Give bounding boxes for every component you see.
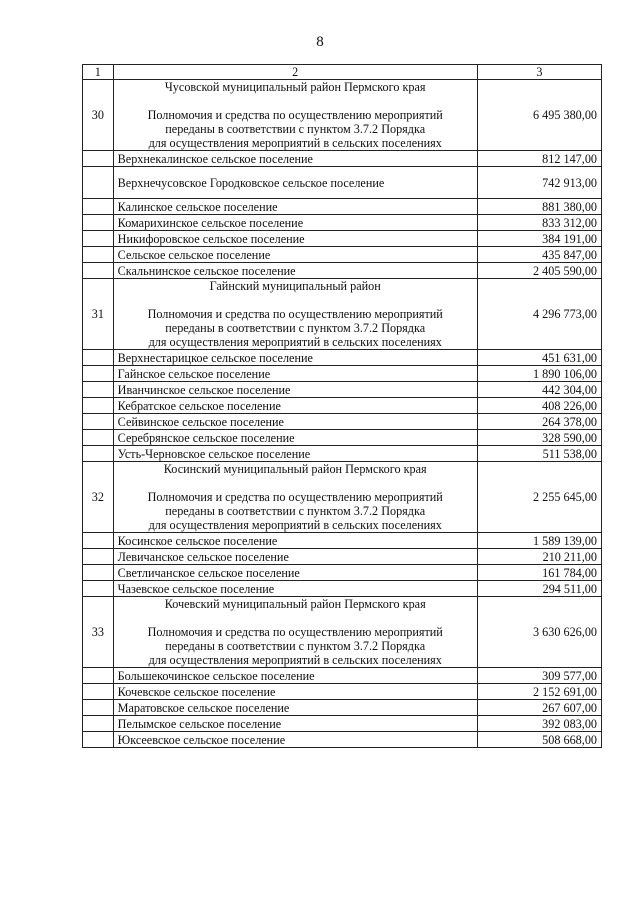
district-description-line: переданы в соответствии с пунктом 3.7.2 Порядка: [165, 122, 426, 136]
district-total: 6 495 380,00: [477, 80, 601, 151]
district-cell: [113, 80, 477, 151]
settlement-name: Большекочинское сельское поселение: [113, 668, 477, 684]
empty-cell: [83, 247, 114, 263]
district-description-line: для осуществления мероприятий в сельских поселениях: [148, 653, 442, 667]
settlement-amount: 833 312,00: [477, 215, 601, 231]
settlement-amount: 408 226,00: [477, 398, 601, 414]
settlement-name: Верхнекалинское сельское поселение: [113, 151, 477, 167]
settlement-amount: 384 191,00: [477, 231, 601, 247]
settlement-row: [83, 382, 602, 398]
settlement-row: [83, 716, 602, 732]
district-description-line: переданы в соответствии с пунктом 3.7.2 Порядка: [165, 639, 426, 653]
district-description-line: переданы в соответствии с пунктом 3.7.2 Порядка: [165, 504, 426, 518]
settlement-amount: 294 511,00: [477, 581, 601, 597]
settlement-name: Левичанское сельское поселение: [113, 549, 477, 565]
district-cell: [113, 597, 477, 668]
empty-cell: [83, 151, 114, 167]
empty-cell: [83, 350, 114, 366]
empty-cell: [83, 430, 114, 446]
settlement-amount: 881 380,00: [477, 199, 601, 215]
settlement-amount: 812 147,00: [477, 151, 601, 167]
page-number: 8: [316, 34, 324, 50]
settlement-amount: 210 211,00: [477, 549, 601, 565]
settlement-row: [83, 247, 602, 263]
empty-cell: [83, 565, 114, 581]
district-row: [83, 80, 602, 151]
settlement-row: [83, 732, 602, 748]
settlement-name: Верхнечусовское Городковское сельское поселение: [113, 167, 477, 199]
district-total: 4 296 773,00: [477, 279, 601, 350]
table-body: [83, 65, 602, 748]
column-header-1: 1: [83, 65, 114, 80]
district-total: 2 255 645,00: [477, 462, 601, 533]
settlement-amount: 742 913,00: [477, 167, 601, 199]
district-cell: [113, 462, 477, 533]
row-number: 30: [83, 80, 114, 151]
settlement-row: [83, 684, 602, 700]
district-description-line: Полномочия и средства по осуществлению мероприятий: [147, 490, 443, 504]
settlement-name: Кочевское сельское поселение: [113, 684, 477, 700]
settlement-row: [83, 446, 602, 462]
empty-cell: [83, 215, 114, 231]
district-description-line: Полномочия и средства по осуществлению мероприятий: [147, 625, 443, 639]
settlement-name: Скальнинское сельское поселение: [113, 263, 477, 279]
settlement-name: Сейвинское сельское поселение: [113, 414, 477, 430]
empty-cell: [83, 199, 114, 215]
district-name: Чусовской муниципальный район Пермского края: [164, 80, 426, 94]
settlement-name: Серебрянское сельское поселение: [113, 430, 477, 446]
settlement-row: [83, 414, 602, 430]
settlement-name: Усть-Черновское сельское поселение: [113, 446, 477, 462]
settlement-row: [83, 231, 602, 247]
settlement-amount: 267 607,00: [477, 700, 601, 716]
settlement-name: Кебратское сельское поселение: [113, 398, 477, 414]
district-row: [83, 597, 602, 668]
settlement-row: [83, 215, 602, 231]
empty-cell: [83, 668, 114, 684]
empty-cell: [83, 549, 114, 565]
allocation-table: [82, 64, 602, 748]
empty-cell: [83, 231, 114, 247]
settlement-amount: 1 589 139,00: [477, 533, 601, 549]
empty-cell: [83, 732, 114, 748]
settlement-amount: 442 304,00: [477, 382, 601, 398]
settlement-row: [83, 167, 602, 199]
row-number: 33: [83, 597, 114, 668]
settlement-name: Калинское сельское поселение: [113, 199, 477, 215]
settlement-name: Пелымское сельское поселение: [113, 716, 477, 732]
empty-cell: [83, 533, 114, 549]
settlement-name: Юксеевское сельское поселение: [113, 732, 477, 748]
empty-cell: [83, 414, 114, 430]
settlement-amount: 2 405 590,00: [477, 263, 601, 279]
settlement-amount: 328 590,00: [477, 430, 601, 446]
settlement-row: [83, 199, 602, 215]
district-row: [83, 462, 602, 533]
empty-cell: [83, 263, 114, 279]
district-total: 3 630 626,00: [477, 597, 601, 668]
settlement-amount: 508 668,00: [477, 732, 601, 748]
row-number: 31: [83, 279, 114, 350]
settlement-row: [83, 700, 602, 716]
empty-cell: [83, 366, 114, 382]
settlement-name: Сельское сельское поселение: [113, 247, 477, 263]
settlement-row: [83, 398, 602, 414]
settlement-amount: 309 577,00: [477, 668, 601, 684]
settlement-amount: 511 538,00: [477, 446, 601, 462]
row-number: 32: [83, 462, 114, 533]
settlement-amount: 1 890 106,00: [477, 366, 601, 382]
column-header-3: 3: [477, 65, 601, 80]
settlement-name: Никифоровское сельское поселение: [113, 231, 477, 247]
settlement-name: Верхнестарицкое сельское поселение: [113, 350, 477, 366]
district-description-line: переданы в соответствии с пунктом 3.7.2 Порядка: [165, 321, 426, 335]
district-cell: [113, 279, 477, 350]
settlement-name: Гайнское сельское поселение: [113, 366, 477, 382]
settlement-name: Светличанское сельское поселение: [113, 565, 477, 581]
column-header-2: 2: [113, 65, 477, 80]
settlement-row: [83, 430, 602, 446]
settlement-row: [83, 366, 602, 382]
empty-cell: [83, 700, 114, 716]
settlement-row: [83, 581, 602, 597]
settlement-name: Маратовское сельское поселение: [113, 700, 477, 716]
empty-cell: [83, 398, 114, 414]
settlement-row: [83, 549, 602, 565]
district-name: Кочевский муниципальный район Пермского края: [164, 597, 426, 611]
district-row: [83, 279, 602, 350]
district-description-line: для осуществления мероприятий в сельских поселениях: [148, 518, 442, 532]
settlement-name: Косинское сельское поселение: [113, 533, 477, 549]
empty-cell: [83, 581, 114, 597]
empty-cell: [83, 167, 114, 199]
settlement-row: [83, 533, 602, 549]
empty-cell: [83, 446, 114, 462]
settlement-amount: 392 083,00: [477, 716, 601, 732]
settlement-amount: 161 784,00: [477, 565, 601, 581]
settlement-name: Иванчинское сельское поселение: [113, 382, 477, 398]
district-description-line: для осуществления мероприятий в сельских поселениях: [148, 136, 442, 150]
empty-cell: [83, 382, 114, 398]
settlement-row: [83, 668, 602, 684]
district-description-line: для осуществления мероприятий в сельских поселениях: [148, 335, 442, 349]
district-description-line: Полномочия и средства по осуществлению мероприятий: [147, 108, 443, 122]
district-description-line: Полномочия и средства по осуществлению мероприятий: [147, 307, 443, 321]
settlement-amount: 451 631,00: [477, 350, 601, 366]
empty-cell: [83, 684, 114, 700]
settlement-row: [83, 565, 602, 581]
district-name: Гайнский муниципальный район: [209, 279, 381, 293]
settlement-name: Комарихинское сельское поселение: [113, 215, 477, 231]
district-name: Косинский муниципальный район Пермского края: [163, 462, 427, 476]
settlement-amount: 264 378,00: [477, 414, 601, 430]
settlement-name: Чазевское сельское поселение: [113, 581, 477, 597]
empty-cell: [83, 716, 114, 732]
settlement-amount: 2 152 691,00: [477, 684, 601, 700]
settlement-amount: 435 847,00: [477, 247, 601, 263]
settlement-row: [83, 151, 602, 167]
settlement-row: [83, 350, 602, 366]
header-row: [83, 65, 602, 80]
settlement-row: [83, 263, 602, 279]
